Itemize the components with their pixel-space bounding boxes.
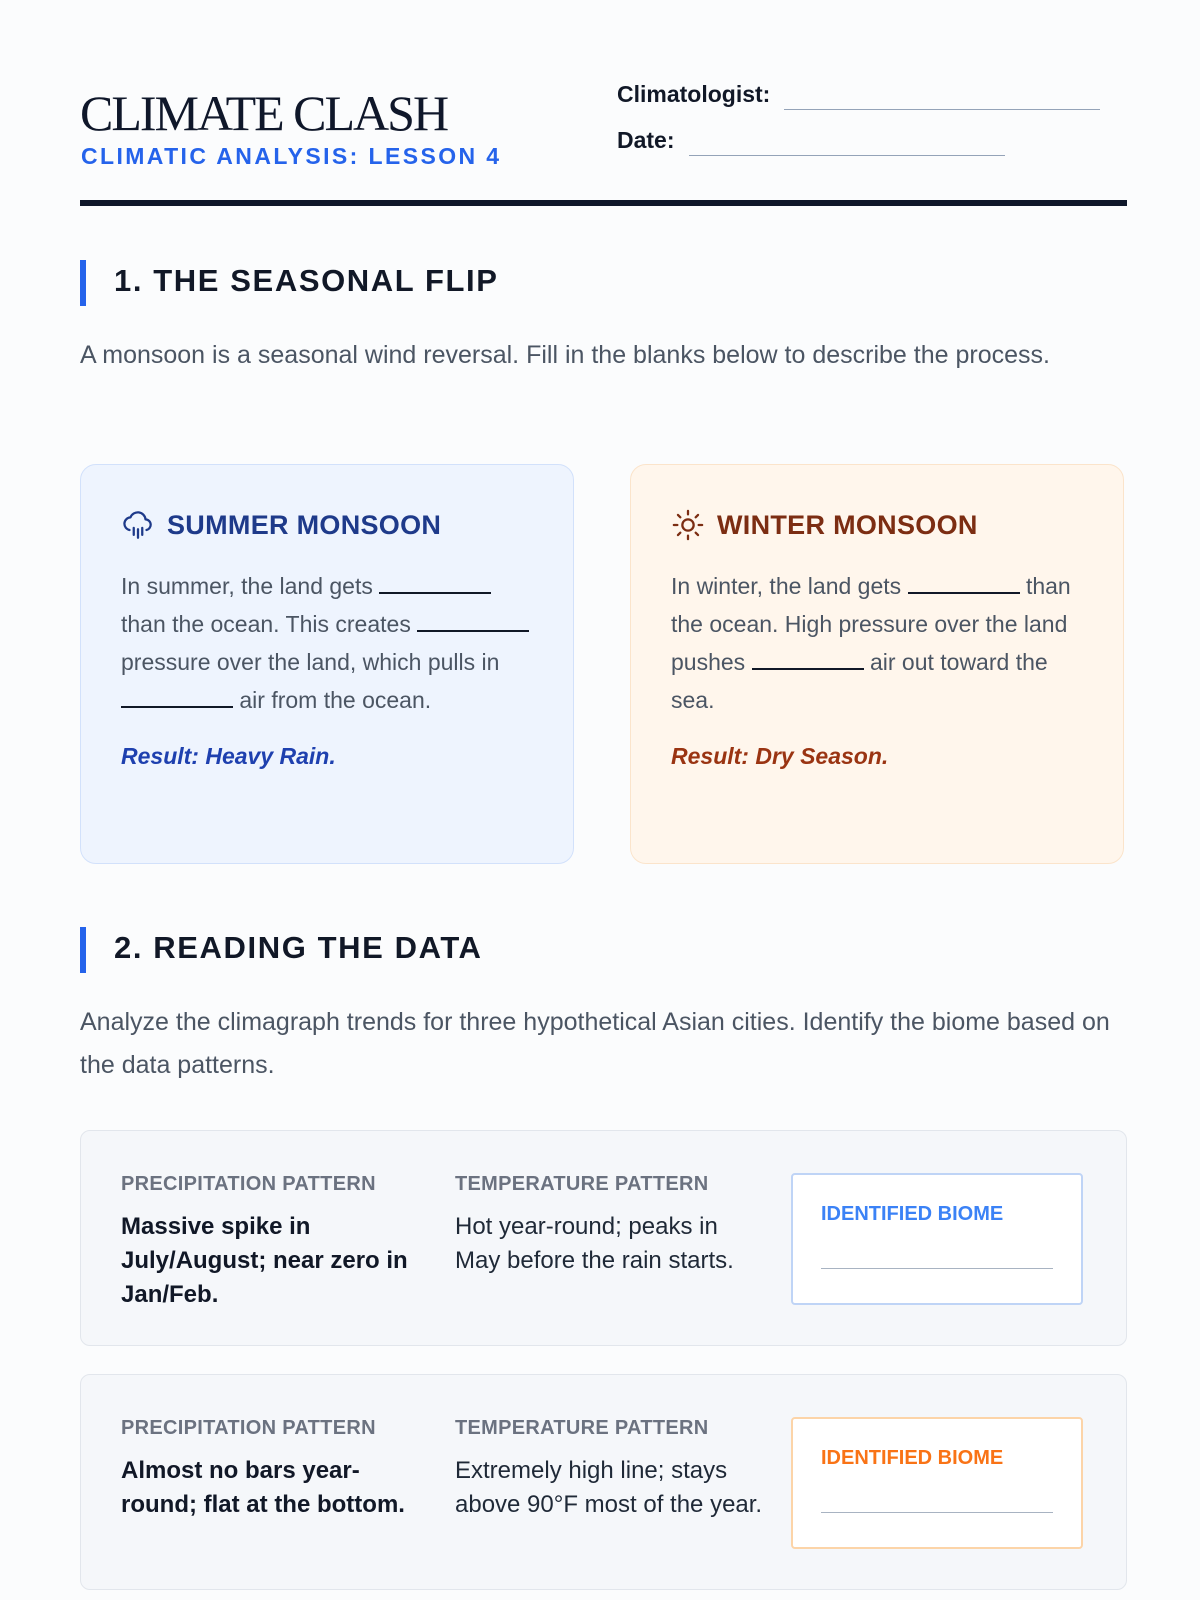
summer-card-text [121, 567, 533, 719]
temp-label: TEMPERATURE PATTERN [455, 1417, 709, 1439]
section-2-accent-bar [80, 927, 86, 973]
cloud-rain-icon [121, 508, 155, 542]
precip-label: PRECIPITATION PATTERN [121, 1417, 376, 1439]
winter-blank-2[interactable] [752, 650, 864, 670]
winter-card-text [671, 567, 1083, 719]
date-label: Date: [617, 127, 675, 153]
worksheet-title: CLIMATE CLASH [80, 85, 448, 141]
biome-label: IDENTIFIED BIOME [821, 1447, 1004, 1469]
winter-blank-1[interactable] [908, 574, 1020, 594]
summer-text-2: than the ocean. This creates [121, 611, 411, 637]
summer-blank-1[interactable] [379, 574, 491, 594]
date-row [617, 127, 1005, 154]
biome-answer-box-1[interactable] [791, 1173, 1083, 1305]
precip-column-2 [121, 1417, 421, 1522]
section-2-title: 2. READING THE DATA [114, 930, 483, 965]
data-row-1 [80, 1130, 1127, 1346]
biome-answer-line[interactable] [821, 1268, 1053, 1269]
section-1-intro: A monsoon is a seasonal wind reversal. Fill in the blanks below to describe the process. [80, 341, 1050, 369]
climatologist-field[interactable] [784, 108, 1100, 110]
summer-card-header [121, 507, 533, 543]
precip-value: Massive spike in July/August; near zero in Jan/Feb. [121, 1213, 408, 1308]
section-1-title: 1. THE SEASONAL FLIP [114, 263, 499, 298]
precip-label: PRECIPITATION PATTERN [121, 1173, 376, 1195]
summer-monsoon-card [80, 464, 574, 864]
biome-answer-line[interactable] [821, 1512, 1053, 1513]
temp-column-1 [455, 1173, 765, 1278]
winter-text-3: air out toward the sea. [671, 649, 1048, 713]
climatologist-row [617, 81, 1100, 108]
section-2-intro: Analyze the climagraph trends for three hypothetical Asian cities. Identify the biome based on the data patterns. [80, 1008, 1110, 1079]
winter-card-title: WINTER MONSOON [717, 509, 978, 540]
summer-blank-3[interactable] [121, 688, 233, 708]
climatologist-label: Climatologist: [617, 81, 771, 107]
biome-answer-box-2[interactable] [791, 1417, 1083, 1549]
summer-text-4: air from the ocean. [239, 687, 432, 713]
data-row-2 [80, 1374, 1127, 1590]
summer-blank-2[interactable] [417, 612, 529, 632]
header-divider [80, 200, 1127, 206]
summer-result: Result: Heavy Rain. [121, 743, 336, 769]
temp-value: Hot year-round; peaks in May before the rain starts. [455, 1213, 734, 1274]
temp-value: Extremely high line; stays above 90°F most of the year. [455, 1457, 763, 1518]
winter-text-1: In winter, the land gets [671, 573, 902, 599]
temp-label: TEMPERATURE PATTERN [455, 1173, 709, 1195]
winter-card-header [671, 507, 1083, 543]
summer-card-title: SUMMER MONSOON [167, 509, 442, 540]
temp-column-2 [455, 1417, 765, 1522]
summer-text-1: In summer, the land gets [121, 573, 373, 599]
worksheet-subtitle: CLIMATIC ANALYSIS: LESSON 4 [81, 143, 502, 169]
section-1-accent-bar [80, 260, 86, 306]
winter-text-2: than the ocean. High pressure over the land pushes [671, 573, 1071, 675]
precip-value: Almost no bars year-round; flat at the bottom. [121, 1457, 405, 1518]
precip-column-1 [121, 1173, 421, 1312]
biome-label: IDENTIFIED BIOME [821, 1203, 1004, 1225]
winter-monsoon-card [630, 464, 1124, 864]
winter-result: Result: Dry Season. [671, 743, 889, 769]
sun-icon [671, 508, 705, 542]
date-field[interactable] [689, 154, 1005, 156]
summer-text-3: pressure over the land, which pulls in [121, 649, 500, 675]
